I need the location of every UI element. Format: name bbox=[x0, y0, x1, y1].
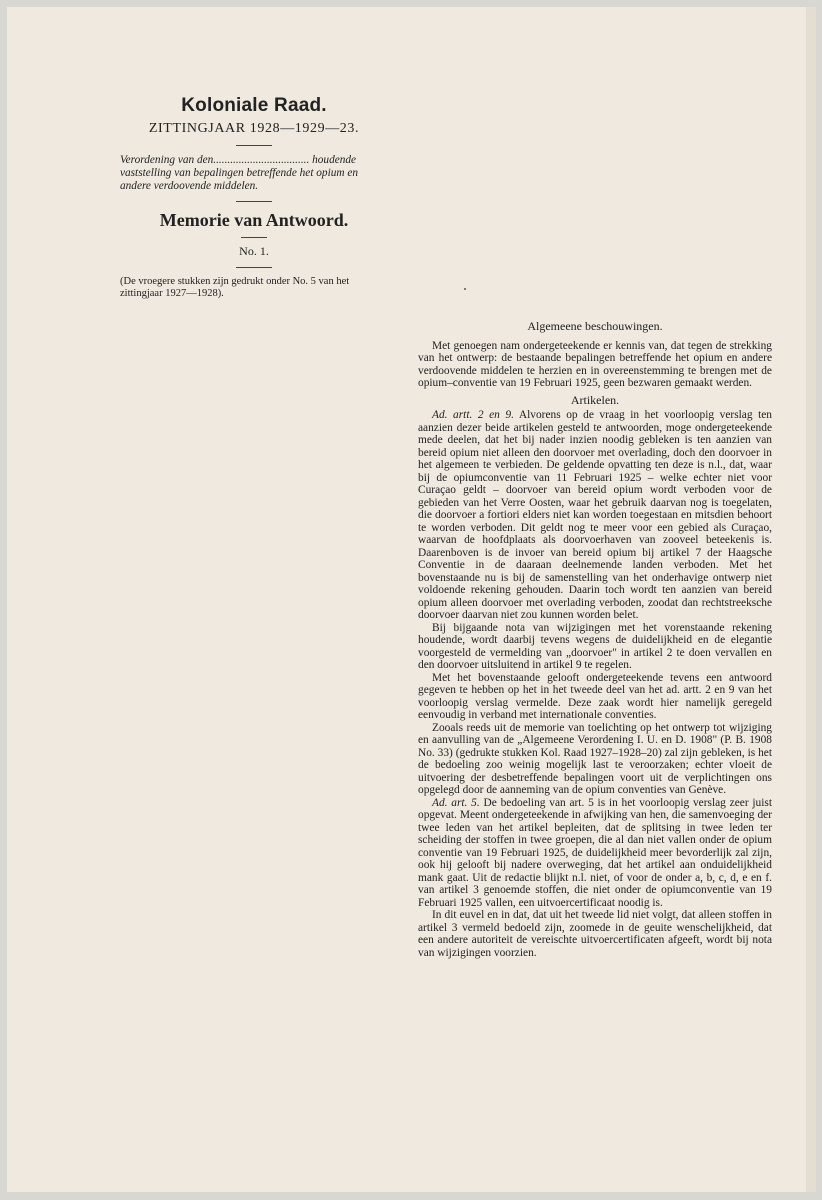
council-title: Koloniale Raad. bbox=[181, 95, 327, 116]
divider bbox=[236, 267, 272, 268]
paragraph: Zooals reeds uit de memorie van toelichting op het ontwerp tot wijziging en aanvulling van de „Algemeene Verordening I. U. en D. 1908" (P. B. 1908 No. 33) (gedrukte stukken Kol. Raad 1927–1928–20) zal zijn gebleken, is het de bedoeling zoo weinig mogelijk last te veroorzaken; echter vloeit de uitvoering der desbetreffende bepalingen voort uit de verplichtingen ons opgelegd door de aanneming van de opium conventies van Genève. bbox=[418, 721, 772, 796]
ink-mark bbox=[464, 288, 466, 290]
paragraph bbox=[418, 797, 772, 910]
divider bbox=[236, 145, 272, 146]
body-text bbox=[418, 320, 772, 959]
paragraph: Met genoegen nam ondergeteekende er kennis van, dat tegen de strekking van het ontwerp: de bestaande bepalingen betreffende het opium en andere verdoovende middelen te herzien en in overeenstemming te brengen met de opium–conventie van 19 Februari 1925, geen bezwaren gemaakt werden. bbox=[418, 339, 772, 389]
section-heading-general: Algemeene beschouwingen. bbox=[527, 319, 663, 333]
paragraph-text: Alvorens op de vraag in het voorloopig verslag ten aanzien dezer beide artikelen gesteld te antwoorden, moge ondergeteekende mede deelen, dat het bij nader inzien noodig gebleken is ten aanzien van bereid opium niet alleen den doorvoer met overlading, doch den doorvoer in het algemeen te verbieden. De geldende opvatting ten deze is n.l., dat, waar bij de opiumconventie van 11 Februari 1925 – welke echter niet voor Curaçao geldt – doorvoer van bereid opium wordt verboden voor de gebieden van het Verre Oosten, waar het gebruik daarvan nog is toegelaten, die doorvoer a fortiori elders niet kan worden toegestaan en mitsdien behoort te worden verboden. Dit geldt nog te meer voor een gebied als Curaçao, waarvan de hoofdplaats als doorvoerhaven van zooveel beteekenis is. Daarenboven is de invoer van bereid opium bij artikel 7 der Haagsche Conventie in de daaraan deelnemende landen verboden. Met het bovenstaande nu is bij de samenstelling van het onderhavige ontwerp niet voldoende rekening gehouden. Daarin toch wordt ten aanzien van bereid opium alleen doorvoer met overlading verboden, zoodat dan rechtstreeksche doorvoer daarvan niet zou kunnen worden belet. bbox=[418, 409, 772, 621]
paragraph bbox=[418, 409, 772, 622]
section-heading-articles: Artikelen. bbox=[570, 392, 620, 407]
ordinance-title: Verordening van den.................................. houdende vaststelling van bepalingen betreffende het opium en andere verdoovende middelen. bbox=[120, 154, 359, 192]
document-heading: Memorie van Antwoord. bbox=[159, 210, 349, 230]
paragraph: Bij bijgaande nota van wijzigingen met het vorenstaande rekening houdende, wordt daarbij tevens wegens de duidelijkheid en de elegantie voorgesteld de vermelding van „doorvoer" in artikel 2 te doen vervallen en den doorvoer uitsluitend in artikel 9 te regelen. bbox=[418, 621, 772, 671]
page-edge bbox=[806, 7, 816, 1192]
header-block bbox=[120, 95, 388, 300]
paragraph: Met het bovenstaande gelooft ondergeteekende tevens een antwoord gegeven te hebben op het in het tweede deel van het ad. artt. 2 en 9 van het voorloopig verslag vermelde. Deze zaak wordt hier namelijk geregeld eenvoudig in verband met internationale conventies. bbox=[418, 671, 772, 721]
divider bbox=[241, 237, 267, 238]
reference-note: (De vroegere stukken zijn gedrukt onder No. 5 van het zittingjaar 1927—1928). bbox=[120, 276, 350, 299]
document-number: No. 1. bbox=[239, 244, 269, 258]
article-label: Ad. artt. 2 en 9. bbox=[432, 409, 514, 421]
session-year: ZITTINGJAAR 1928—1929—23. bbox=[148, 121, 360, 136]
paragraph: In dit euvel en in dat, dat uit het tweede lid niet volgt, dat alleen stoffen in artikel 3 vermeld bedoeld zijn, zoomede in de geuite wenschelijkheid, dat een andere autoriteit de vereischte uitvoercertificaten afgeeft, wordt bij nota van wijzigingen voorzien. bbox=[418, 909, 772, 959]
article-label: Ad. art. 5. bbox=[432, 796, 480, 809]
divider bbox=[236, 201, 272, 202]
paragraph-text: De bedoeling van art. 5 is in het voorloopig verslag zeer juist opgevat. Meent ondergeteekende in afwijking van hen, die samenvoeging der twee leden van het artikel bepleiten, dat de splitsing in twee leden ter scheiding der stoffen in twee groepen, die al dan niet vallen onder de opium conventie van 19 Februari 1925, de duidelijkheid meer bevorderlijk zal zijn, ook hij gelooft bij nadere overweging, dat het artikel aan onduidelijkheid mank gaat. Uit de redactie blijkt n.l. niet, of voor de onder a, b, c, d, e en f. van artikel 3 genoemde stoffen, die niet onder de opiumconventie van 19 Februari 1925 vallen, een uitvoercertificaat noodig is. bbox=[418, 796, 772, 909]
